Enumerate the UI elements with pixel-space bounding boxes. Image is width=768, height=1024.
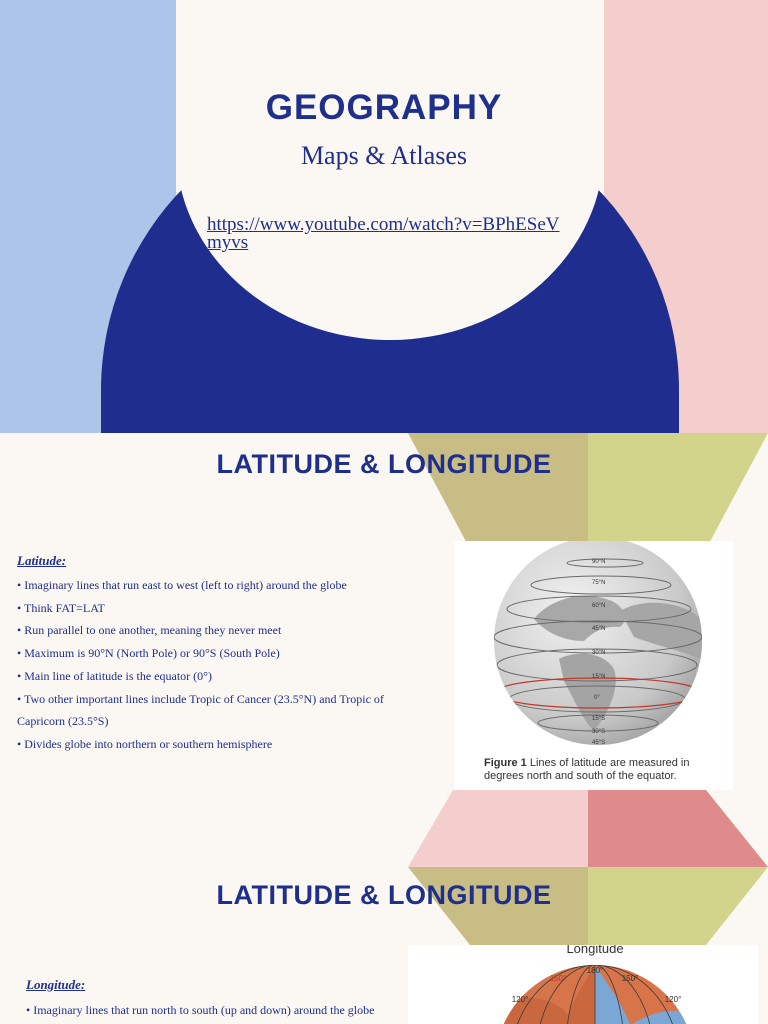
section-title-latitude: LATITUDE & LONGITUDE	[216, 449, 552, 479]
longitude-globe	[408, 945, 758, 1024]
lon-label-120e: 120°	[664, 995, 682, 1004]
section-title-longitude: LATITUDE & LONGITUDE	[216, 880, 552, 910]
lon-label-150e: 150°	[621, 974, 639, 983]
latitude-figure	[454, 541, 733, 790]
longitude-slide	[0, 790, 768, 1024]
figure-caption-label: Figure 1	[484, 757, 527, 769]
latitude-globe	[454, 541, 733, 751]
lat-label-45s: 45°S	[592, 740, 606, 746]
list-item: • Imaginary lines that run north to south (up and down) around the globe	[26, 1003, 375, 1017]
list-item: • Main line of latitude is the equator (0°)	[17, 668, 212, 683]
list-item: • Two other important lines include Tropic of Cancer (23.5°N) and Tropic of Capricorn (23.5°S)	[17, 691, 384, 729]
lat-label-30n: 30°N	[592, 650, 606, 656]
video-link[interactable]: https://www.youtube.com/watch?v=BPhESeVmyvs	[207, 214, 560, 253]
longitude-figure-title: Longitude	[566, 945, 624, 956]
latitude-heading: Latitude:	[17, 553, 67, 568]
lat-label-60n: 60°N	[592, 603, 606, 609]
lon-label-120w: 120°	[511, 995, 529, 1004]
lon-label-180: 180°	[586, 966, 604, 975]
list-item: • Run parallel to one another, meaning they never meet	[17, 623, 282, 638]
lon-label-150w: 150°	[549, 974, 567, 983]
latitude-bullet-list	[17, 574, 427, 756]
title-slide	[0, 0, 768, 433]
latitude-slide	[0, 433, 768, 790]
lat-label-15n: 15°N	[592, 674, 606, 680]
longitude-heading: Longitude:	[26, 977, 86, 992]
list-item: • Imaginary lines that run east to west (left to right) around the globe	[17, 578, 347, 592]
pink-trapezoid	[408, 790, 588, 867]
figure-caption	[484, 757, 714, 783]
lat-label-45n: 45°N	[592, 626, 606, 632]
lat-label-90n: 90°N	[592, 559, 606, 565]
rose-trapezoid	[588, 790, 768, 867]
list-item: • Think FAT=LAT	[17, 600, 105, 615]
lat-label-30s: 30°S	[592, 729, 606, 735]
lat-label-15s: 15°S	[592, 716, 606, 722]
list-item: • Maximum is 90°N (North Pole) or 90°S (South Pole)	[17, 646, 280, 661]
lat-label-75n: 75°N	[592, 580, 606, 586]
list-item: • Divides globe into northern or southern hemisphere	[17, 736, 273, 751]
page-title: GEOGRAPHY	[265, 88, 503, 127]
longitude-bullet-list	[26, 999, 416, 1022]
figure-caption-text: Lines of latitude are measured in degrees north and south of the equator.	[484, 757, 690, 782]
longitude-figure	[408, 945, 758, 1024]
lat-label-0: 0°	[594, 695, 600, 701]
page-subtitle: Maps & Atlases	[300, 141, 468, 170]
